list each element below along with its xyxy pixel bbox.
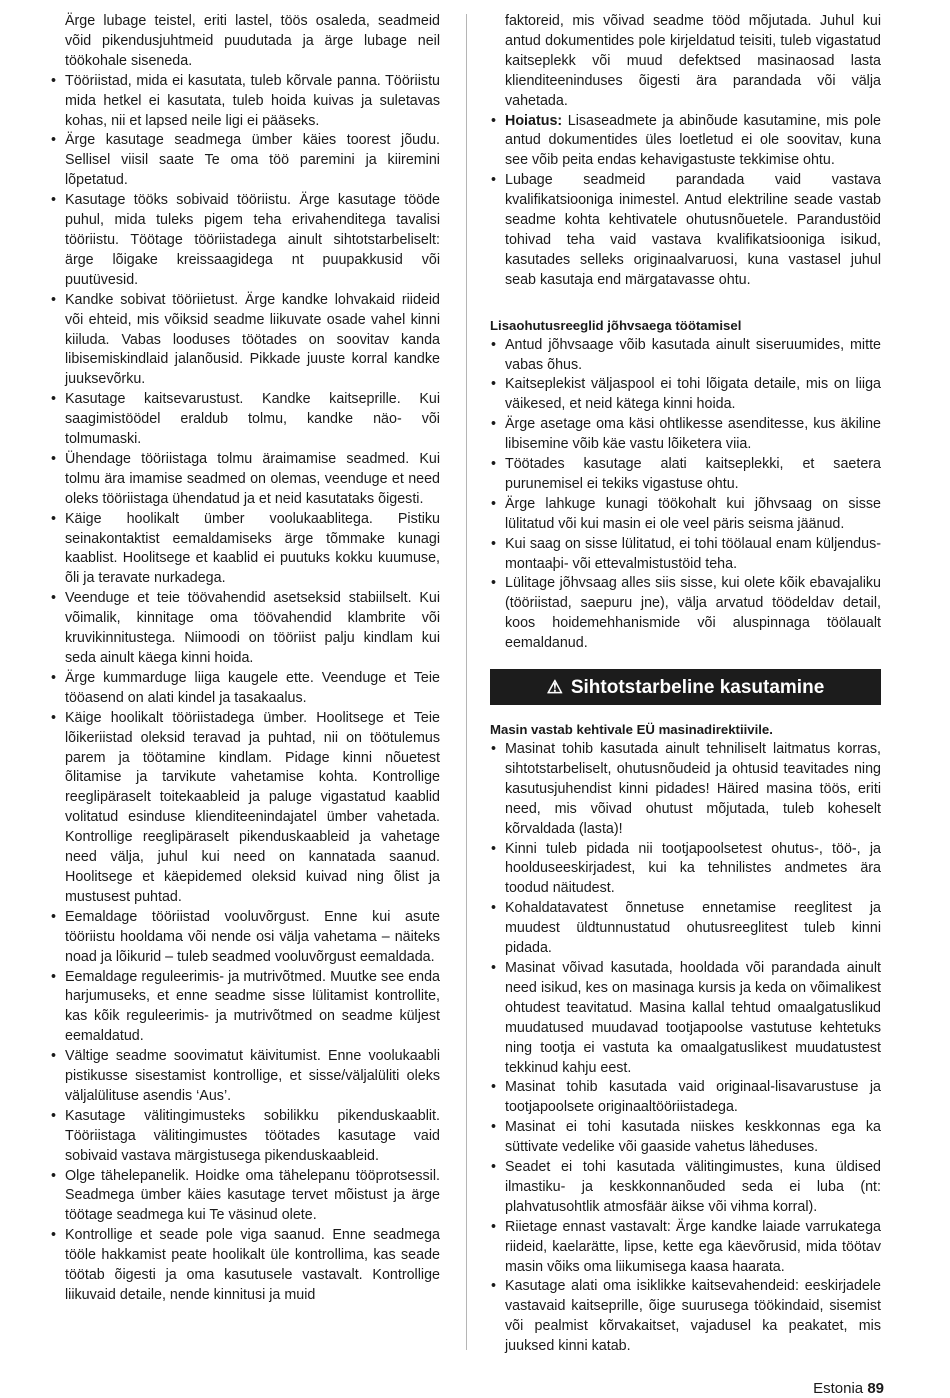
list-item: • Kinni tuleb pidada nii tootjapoolsetest ohutus-, töö-, ja hoolduseeskirjadest, kui ka tehnilistes andmetes ära toodud näitudest. [490,840,881,900]
list-item: • Käige hoolikalt ümber voolukaablitega. Pistiku seinakontaktist eemaldamiseks ärge tõmmake kunagi kaablist. Hoolitsege et kaablid ei puutuks kokku kuumuse, õli ja teravate nurkadega. [50,510,440,590]
list-item: • Kasutage välitingimusteks sobilikku pikenduskaablit. Tööriistaga välitingimustes töötades kasutage vaid sobivaid vastava märgistusega pikenduskaableid. [50,1107,440,1167]
list-item: • Töötades kasutage alati kaitseplekki, et saetera purunemisel ei tekiks vigastuse ohtu. [490,455,881,495]
list-item: • Ärge lahkuge kunagi töökohalt kui jõhvsaag on sisse lülitatud või kui masin ei ole veel päris seisma jäänud. [490,495,881,535]
warning-triangle-icon: ⚠ [546,677,563,698]
left-column [50,12,440,1306]
list-item: • Masinat tohib kasutada vaid originaal-lisavarustuse ja tootjapoolsete originaaltööriistadega. [490,1078,881,1118]
list-item: • Lülitage jõhvsaag alles siis sisse, kui olete kõik ebavajaliku (tööriistad, saepuru jne), välja arvatud töödeldav detail, koos hoidemehhanismide või aluspinnaga töölaualt eemaldanud. [490,574,881,654]
list-item: • Ärge kummarduge liiga kaugele ette. Veenduge et Teie tööasend on alati kindel ja tasakaalus. [50,669,440,709]
list-item: • Masinat tohib kasutada ainult tehniliselt laitmatus korras, sihtotstarbeliselt, ohutusnõudeid ja ohtusid teavitades ning kasutusjuhendist kinni pidades! Häired masina töös, eriti need, mis võivad ohutust mõjutada, tuleb koheselt kõrvaldada (lasta)! [490,740,881,840]
list-item: • Masinat võivad kasutada, hooldada või parandada ainult need isikud, kes on masinaga kursis ja keda on võimalikest ohtudest teavitatud. Masina kallal tehtud omaalgatuslikud muudatused muudavad tootjapoolse vastutuse kehtetuks ning tootja ei vastuta ka omaalgatuslikest muudatustest tekkinud kahju eest. [490,959,881,1078]
list-item: • Kontrollige et seade pole viga saanud. Enne seadmega tööle hakkamist peate hoolikalt üle kontrollima, kas seade töötab õigesti ja oma kasutusele vastavalt. Kontrollige liikuvaid detaile, nende kinnitusi ja muid [50,1226,440,1306]
list-item: • Riietage ennast vastavalt: Ärge kandke laiade varrukatega riideid, kaelarätte, lipse, kette ega käevõrusid, mida töötav masin võiks oma liikumisega kaasa haarata. [490,1218,881,1278]
list-item: • Kasutage tööks sobivaid tööriistu. Ärge kasutage tööde puhul, mida tuleks pigem teha erivahenditega tavalisi tööriistu. Töötage tööriistadega ainult sihtotstarbeliselt: ärge lõigake kreissaagidega nt puupakkusid või puutüvesid. [50,191,440,291]
column-divider [466,14,467,1350]
footer-language: Estonia [813,1380,864,1397]
list-item [490,171,881,290]
spacer [490,654,881,669]
spacer [490,705,881,720]
list-item [490,112,881,172]
list-item: • Kasutage kaitsevarustust. Kandke kaitseprille. Kui saagimistöödel eraldub tolmu, kandke näo- või tolmumaski. [50,390,440,450]
list-item: • Seadet ei tohi kasutada välitingimustes, kuna üldised ilmastiku- ja keskkonnanõuded seda ei luba (nt: plahvatusohtlik atmosfäär äikse või vihma korral). [490,1158,881,1218]
list-item: • Eemaldage tööriistad vooluvõrgust. Enne kui asute tööriistu hooldama või nende osi välja vahetama – näiteks noad ja lõikurid – tuleb seadmed vooluvõrgust eemaldada. [50,908,440,968]
right-bullet-list-a [490,112,881,291]
list-item: • Tööriistad, mida ei kasutata, tuleb kõrvale panna. Tööriistu mida hetkel ei kasutata, tuleb hoida kuivas ja suletavas kohas, nii et lapsed neile ligi ei pääseks. [50,72,440,132]
list-item-text: Lubage seadmeid parandada vaid vastava kvalifikatsiooniga inimestel. Antud elektriline seade vastab seadme kohta kehtivatele ohutusnõuetele. Parandustöid tohivad teha vaid vastava kvalifikatsiooniga isikud, kasutades selleks originaalvaruosi, kuna vastasel juhul seab kasutaja end märgatavasse ohtu. [505,172,881,288]
right-bullet-list-intended-use [490,740,881,1357]
page-number: 89 [867,1380,884,1397]
list-item: • Masinat ei tohi kasutada niiskes keskkonnas ega ka süttivate vedelike või gaaside vahetus läheduses. [490,1118,881,1158]
right-bullet-list-jigsaw [490,336,881,655]
warning-label: Hoiatus: [505,112,563,129]
banner-title: Sihtotstarbeline kasutamine [570,677,825,699]
list-item: • Olge tähelepanelik. Hoidke oma tähelepanu tööprotsessil. Seadmega ümber käies kasutage tervet mõistust ja ärge töötage seadmega kui Te väsinud olete. [50,1167,440,1227]
left-bullet-list [50,72,440,1306]
list-item: • Kui saag on sisse lülitatud, ei tohi töölaual enam küljendus- montaaþi- või ettevalmistustöid teha. [490,535,881,575]
list-item: • Vältige seadme soovimatut käivitumist. Enne voolukaabli pistikusse sisestamist kontrollige, et sisse/väljalüliti oleks väljalülituse asendis ‘Aus’. [50,1047,440,1107]
spacer [490,291,881,316]
list-item: • Ärge kasutage seadmega ümber käies toorest jõudu. Sellisel viisil saate Te oma töö paremini ja kiiremini lõpetatud. [50,131,440,191]
section-heading-jigsaw-rules: Lisaohutusreeglid jõhvsaega töötamisel [490,317,742,333]
list-item: • Eemaldage reguleerimis- ja mutrivõtmed. Muutke see enda harjumuseks, et enne seadme sisse lülitamist kontrollite, kas kõik reguleerimis- ja mutrivõtmed on seadme küljest eemaldatud. [50,968,440,1048]
right-column [490,12,881,1357]
list-item: • Kohaldatavatest õnnetuse ennetamise reeglitest ja muudest üldtunnustatud ohutusreeglitest tuleb kinni pidada. [490,899,881,959]
list-item: • Ühendage tööriistaga tolmu äraimamise seadmed. Kui tolmu ära imamise seadmed on olemas, veenduge et need oleks tööriistaga ühendatud ja et neid kasutataks õigesti. [50,450,440,510]
list-item: • Kaitseplekist väljaspool ei tohi lõigata detaile, mis on liiga väikesed, et neid kätega kinni hoida. [490,375,881,415]
section-banner-intended-use [490,669,881,705]
left-intro-paragraph: Ärge lubage teistel, eriti lastel, töös osaleda, seadmeid võid pikendusjuhtmeid puudutada ja ärge lubage neil töökohale siseneda. [65,13,440,69]
list-item: • Antud jõhvsaage võib kasutada ainult siseruumides, mitte vabas õhus. [490,336,881,376]
list-item: • Käige hoolikalt tööriistadega ümber. Hoolitsege et Teie lõikeriistad oleksid teravad ja puhtad, nii on töötulemus parem ja töötamine kindlam. Pidage kinni nõuetest õlitamise ja tarvikute vahetamise kohta. Kontrollige reeglipäraselt toitekaableid ja paluge vigastatud kaablid volitatud esinduse klienditeenindajatel ümber vahetada. Kontrollige reeglipäraselt pikenduskaableid ja vahetage need välja, juhul kui need on kannatada saanud. Hoolitsege et käepidemed oleksid kuivad ning õlist ja mustusest puhtad. [50,709,440,908]
page-footer [813,1380,884,1398]
section-heading-directive: Masin vastab kehtivale EÜ masinadirektiivile. [490,722,773,738]
list-item-text: Lisaseadmete ja abinõude kasutamine, mis pole antud dokumentides üles loetletud ei ole soovitav, kuna see võib peita endas kehavigastuste tekkimise ohtu. [505,112,881,169]
list-item: • Veenduge et teie töövahendid asetseksid stabiilselt. Kui võimalik, kinnitage oma töövahendid klambrite või kruvikinnitustega. Niimoodi on tööriist palju kindlam kui seda ainult käega kinni hoida. [50,589,440,669]
list-item: • Kasutage alati oma isiklikke kaitsevahendeid: eeskirjadele vastavaid kaitseprille, õige suurusega töökindaid, sisemist või pealmist kõrvakaitset, vajadusel ka peakatet, mis juuksed kinni katab. [490,1277,881,1357]
list-item: • Ärge asetage oma käsi ohtlikesse asenditesse, kus äkiline libisemine võib käe vastu lõiketera viia. [490,415,881,455]
list-item: • Kandke sobivat tööriietust. Ärge kandke lohvakaid riideid või ehteid, mis võiksid seadme liikuvate osade vahel kinni kiiluda. Vabas looduses töötades on soovitav kanda libisemiskindlaid jalanõusid. Pikkade juuste korral kandke juuksevõrku. [50,291,440,391]
right-continuation-paragraph: faktoreid, mis võivad seadme tööd mõjutada. Juhul kui antud dokumentides pole kirjeldatud teisiti, tuleb vigastatud kaitseplekk või muud defektsed masinaosad lasta klienditeeninduses õigesti ära parandada või välja vahetada. [505,13,881,109]
